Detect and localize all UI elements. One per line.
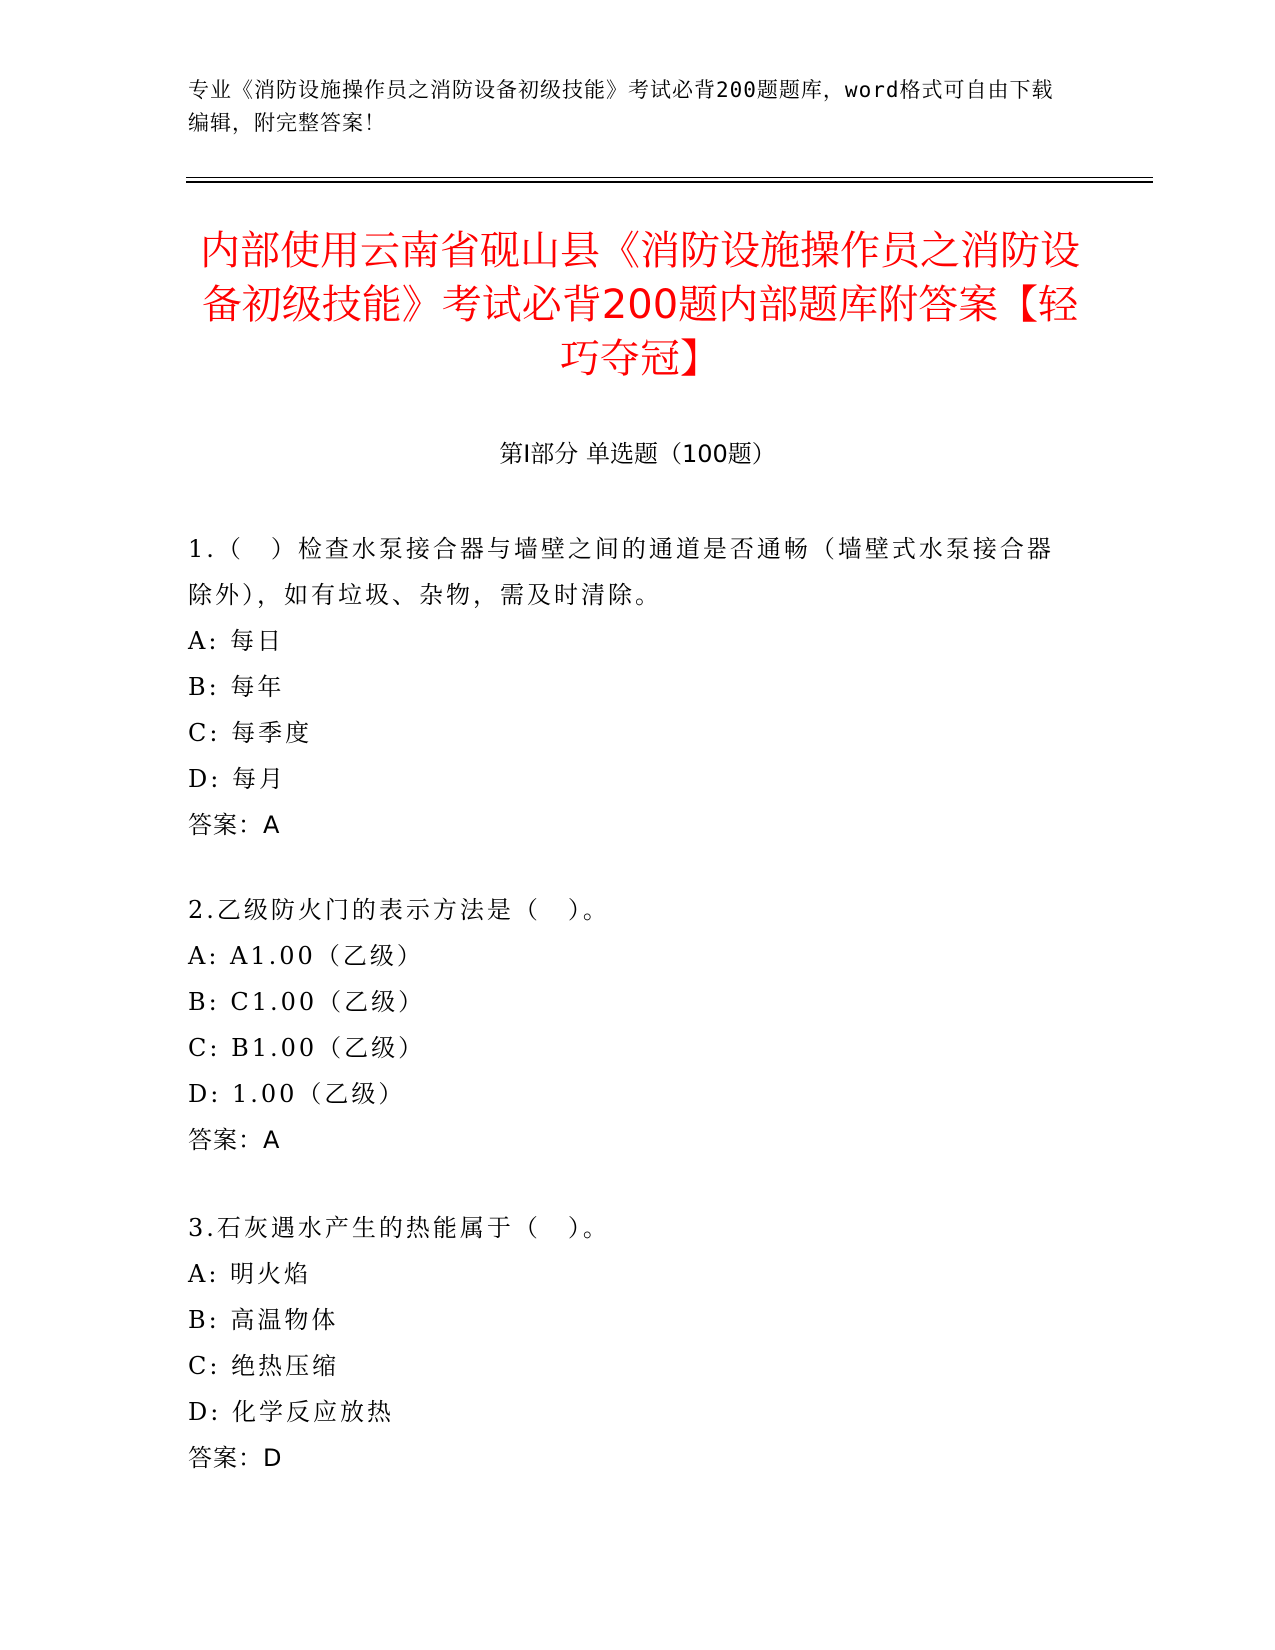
answer-line: 答案：A (188, 1126, 281, 1154)
answer-line: 答案：A (188, 811, 281, 839)
question-block (188, 526, 1068, 848)
section-heading: 第I部分 单选题（100题） (499, 440, 776, 468)
option-a: A: A1.00（乙级） (188, 942, 424, 970)
header-divider-top (186, 177, 1153, 178)
option-a: A: 明火焰 (188, 1260, 312, 1288)
header-note: 专业《消防设施操作员之消防设备初级技能》考试必背200题题库，word格式可自由下载编辑，附完整答案！ (188, 78, 1054, 135)
question-stem: 2.乙级防火门的表示方法是（ ）。 (188, 896, 610, 924)
option-d: D: 每月 (188, 765, 286, 793)
option-d: D: 化学反应放热 (188, 1398, 394, 1426)
option-b: B: 每年 (188, 673, 285, 701)
option-b: B: 高温物体 (188, 1306, 339, 1334)
option-c: C: 每季度 (188, 719, 313, 747)
question-stem: 3.石灰遇水产生的热能属于（ ）。 (188, 1214, 610, 1242)
option-c: C: 绝热压缩 (188, 1352, 340, 1380)
question-stem: 1.（ ）检查水泵接合器与墙壁之间的通道是否通畅（墙壁式水泵接合器除外），如有垃圾、杂物，需及时清除。 (188, 535, 1054, 609)
header-divider-bottom (186, 181, 1153, 183)
option-b: B: C1.00（乙级） (188, 988, 426, 1016)
option-c: C: B1.00（乙级） (188, 1034, 426, 1062)
answer-line: 答案：D (188, 1444, 283, 1472)
option-a: A: 每日 (188, 627, 285, 655)
question-block (188, 887, 1068, 1163)
option-d: D: 1.00（乙级） (188, 1080, 406, 1108)
question-block (188, 1205, 1068, 1481)
document-title: 内部使用云南省砚山县《消防设施操作员之消防设备初级技能》考试必背200题内部题库附答案【轻巧夺冠】 (200, 228, 1080, 382)
